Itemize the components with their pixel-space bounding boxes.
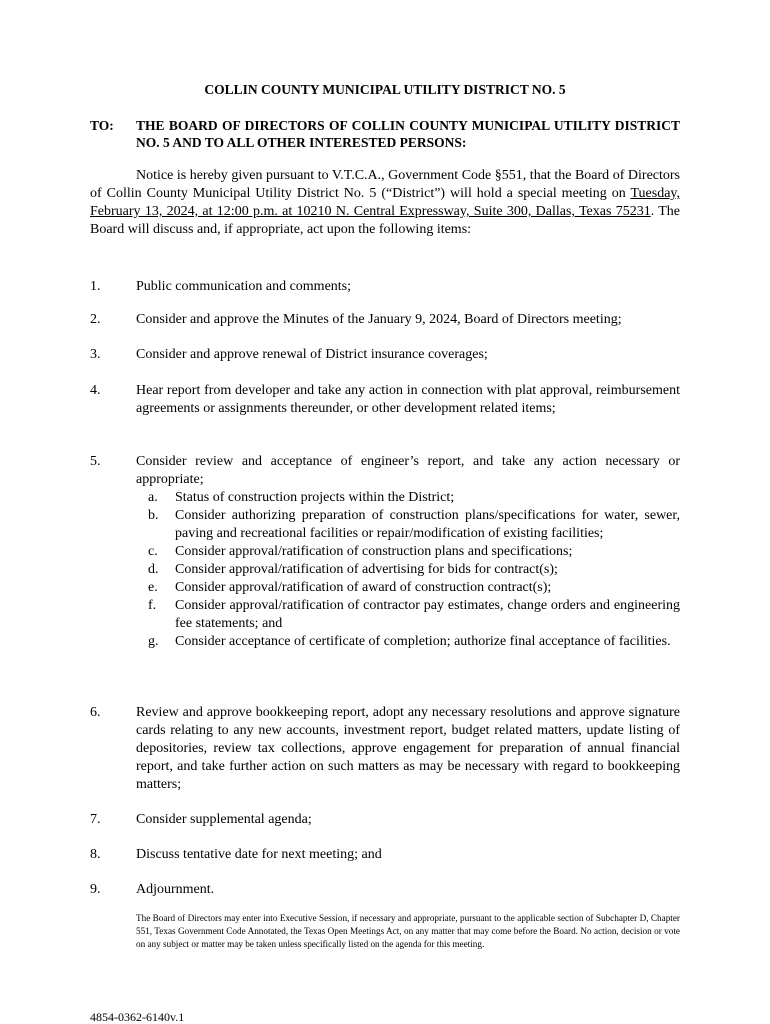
subitem	[136, 507, 680, 543]
subitem	[136, 633, 680, 651]
agenda-item-text: Adjournment.	[136, 882, 215, 897]
agenda-item-text: Review and approve bookkeeping report, adopt any necessary resolutions and approve signature cards relating to any new accounts, investment report, budget related matters, update listing of depositories, review tax collections, approve engagement for preparation of annual financial report, and take further action on such matters as may be necessary with regard to bookkeeping matters;	[136, 705, 680, 792]
agenda-item-number: 1.	[90, 279, 101, 294]
notice-text-1: Notice is hereby given pursuant to V.T.C.A., Government Code §551, that the Board of Directors of Collin County Municipal Utility District No. 5 (“District”) will hold a special meeting on	[90, 168, 680, 201]
to-label: TO:	[90, 118, 114, 133]
agenda-item-number: 8.	[90, 847, 101, 862]
agenda-item	[90, 846, 680, 864]
subitem	[136, 579, 680, 597]
agenda-item	[90, 278, 680, 296]
executive-session-note: The Board of Directors may enter into Executive Session, if necessary and appropriate, pursuant to the applicable section of Subchapter D, Chapter 551, Texas Government Code Annotated, the Texas Open Meetings Act, on any matter that may come before the Board. No action, decision or vote on any subject or matter may be taken unless specifically listed on the agenda for this meeting.	[136, 913, 680, 949]
subitem-letter: c.	[148, 544, 158, 559]
agenda-item	[90, 453, 680, 651]
agenda-item-text: Hear report from developer and take any action in connection with plat approval, reimbursement agreements or assignments thereunder, or other development related items;	[136, 383, 680, 416]
subitem	[136, 489, 680, 507]
agenda-item-text: Discuss tentative date for next meeting; and	[136, 847, 382, 862]
agenda-item	[90, 811, 680, 829]
subitem-text: Consider authorizing preparation of construction plans/specifications for water, sewer, paving and recreational facilities or repair/modification of existing facilities;	[175, 508, 680, 541]
agenda-item	[90, 704, 680, 794]
subitem-letter: a.	[148, 490, 158, 505]
subitem-letter: f.	[148, 598, 157, 613]
subitem	[136, 561, 680, 579]
agenda-item-number: 3.	[90, 347, 101, 362]
agenda-item-number: 7.	[90, 812, 101, 827]
subitem-text: Consider approval/ratification of advertising for bids for contract(s);	[175, 562, 558, 577]
notice-text-2: . The Board will discuss and, if appropriate, act upon the following items:	[90, 204, 681, 237]
agenda-item-number: 9.	[90, 882, 101, 897]
subitem-text: Consider acceptance of certificate of completion; authorize final acceptance of facilities.	[175, 634, 671, 649]
subitem	[136, 543, 680, 561]
agenda-item-number: 2.	[90, 312, 101, 327]
agenda-item-text: Consider review and acceptance of engineer’s report, and take any action necessary or appropriate;	[136, 454, 680, 487]
agenda-item-text: Consider and approve the Minutes of the January 9, 2024, Board of Directors meeting;	[136, 312, 622, 327]
agenda-item-text: Consider supplemental agenda;	[136, 812, 312, 827]
agenda-item-text: Consider and approve renewal of District insurance coverages;	[136, 347, 488, 362]
subitem-text: Consider approval/ratification of contractor pay estimates, change orders and engineering fee statements; and	[175, 598, 680, 631]
meeting-date-location: Tuesday, February 13, 2024, at 12:00 p.m. at 10210 N. Central Expressway, Suite 300, Dallas, Texas 75231	[90, 186, 680, 219]
subitem-letter: e.	[148, 580, 158, 595]
document-title: COLLIN COUNTY MUNICIPAL UTILITY DISTRICT NO. 5	[204, 82, 566, 97]
subitem-text: Consider approval/ratification of construction plans and specifications;	[175, 544, 573, 559]
agenda-item-number: 4.	[90, 383, 101, 398]
subitem-text: Consider approval/ratification of award of construction contract(s);	[175, 580, 552, 595]
subitem-text: Status of construction projects within the District;	[175, 490, 455, 505]
agenda-item	[90, 311, 680, 329]
agenda-item	[90, 382, 680, 418]
document-id: 4854-0362-6140v.1	[90, 1010, 185, 1024]
subitem-letter: g.	[148, 634, 159, 649]
agenda-item	[90, 881, 680, 899]
notice-paragraph	[90, 167, 680, 239]
subitem-letter: b.	[148, 508, 159, 523]
agenda-item-number: 5.	[90, 454, 101, 469]
subitem	[136, 597, 680, 633]
agenda-item	[90, 346, 680, 364]
agenda-item-text: Public communication and comments;	[136, 279, 352, 294]
addressee: THE BOARD OF DIRECTORS OF COLLIN COUNTY MUNICIPAL UTILITY DISTRICT NO. 5 AND TO ALL OTHER INTERESTED PERSONS:	[136, 118, 680, 150]
agenda-item-number: 6.	[90, 705, 101, 720]
subitem-letter: d.	[148, 562, 159, 577]
